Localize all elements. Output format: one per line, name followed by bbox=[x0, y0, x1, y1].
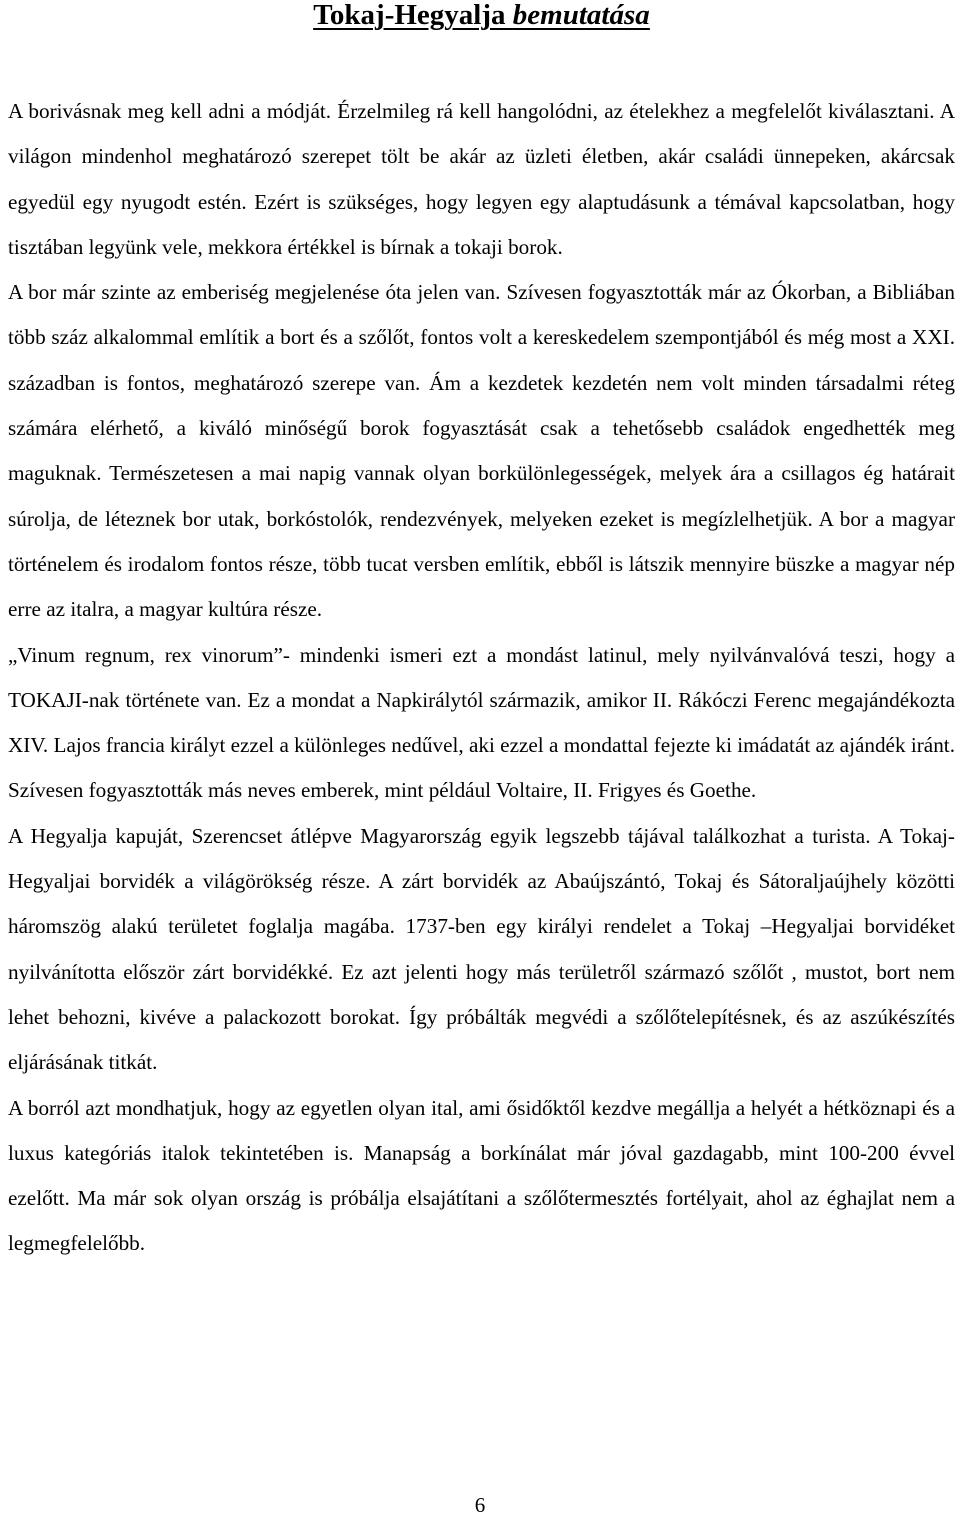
page-number: 6 bbox=[474, 1493, 486, 1517]
paragraph-conclusion: A borról azt mondhatjuk, hogy az egyetlen olyan ital, ami ősidőktől kezdve megállja a helyét a hétköznapi és a luxus kategóriás italok tekintetében is. Manapság a borkínálat már jóval gazdagabb, mint 100-200 évvel ezelőtt. Ma már sok olyan ország is próbálja elsajátítani a szőlőtermesztés fortélyait, ahol az éghajlat nem a legmegfelelőbb. bbox=[8, 1095, 955, 1256]
paragraph-vinum-regnum: „Vinum regnum, rex vinorum”- mindenki ismeri ezt a mondást latinul, mely nyilvánvalóvá teszi, hogy a TOKAJI-nak története van. Ez a mondat a Napkirálytól származik, amikor II. Rákóczi Ferenc megajándékozta XIV. Lajos francia királyt ezzel a különleges nedűvel, aki ezzel a mondattal fejezte ki imádatát az ajándék iránt. Szívesen fogyasztották más neves emberek, mint például Voltaire, II. Frigyes és Goethe. bbox=[8, 642, 955, 803]
paragraph-history: A bor már szinte az emberiség megjelenése óta jelen van. Szívesen fogyasztották már az Ókorban, a Bibliában több száz alkalommal említik a bort és a szőlőt, fontos volt a kereskedelem szempontjából és még most a XXI. században is fontos, meghatározó szerepe van. Ám a kezdetek kezdetén nem volt minden társadalmi réteg számára elérhető, a kiváló minőségű borok fogyasztását csak a tehetősebb családok engedhették meg maguknak. Természetesen a mai napig vannak olyan borkülönlegességek, melyek ára a csillagos ég határait súrolja, de léteznek bor utak, borkóstolók, rendezvények, melyeken ezeket is megízlelhetjük. A bor a magyar történelem és irodalom fontos része, több tucat versben említik, ebből is látszik mennyire büszke a magyar nép erre az italra, a magyar kultúra része. bbox=[8, 280, 955, 622]
title-text bbox=[313, 0, 650, 31]
document-page bbox=[8, 0, 955, 1267]
paragraph-intro: A borivásnak meg kell adni a módját. Érzelmileg rá kell hangolódni, az ételekhez a megfelelőt kiválasztani. A világon mindenhol meghatározó szerepet tölt be akár az üzleti életben, akár családi ünnepeken, akárcsak egyedül egy nyugodt estén. Ezért is szükséges, hogy legyen egy alaptudásunk a témával kapcsolatban, hogy tisztában legyünk vele, mekkora értékkel is bírnak a tokaji borok. bbox=[8, 99, 955, 259]
title-part-regular: Tokaj-Hegyalja bbox=[313, 0, 513, 31]
paragraph-hegyalja: A Hegyalja kapuját, Szerencset átlépve Magyarország egyik legszebb tájával találkozhat a turista. A Tokaj-Hegyaljai borvidék a világörökség része. A zárt borvidék az Abaújszántó, Tokaj és Sátoraljaújhely közötti háromszög alakú területet foglalja magába. 1737-ben egy királyi rendelet a Tokaj –Hegyaljai borvidéket nyilvánította először zárt borvidékké. Ez azt jelenti hogy más területről származó szőlőt , mustot, bort nem lehet behozni, kivéve a palackozott borokat. Így próbálták megvédi a szőlőtelepítésnek, és az aszúkészítés eljárásának titkát. bbox=[8, 823, 955, 1075]
title-part-italic: bemutatása bbox=[512, 0, 650, 31]
document-title bbox=[8, 0, 955, 44]
